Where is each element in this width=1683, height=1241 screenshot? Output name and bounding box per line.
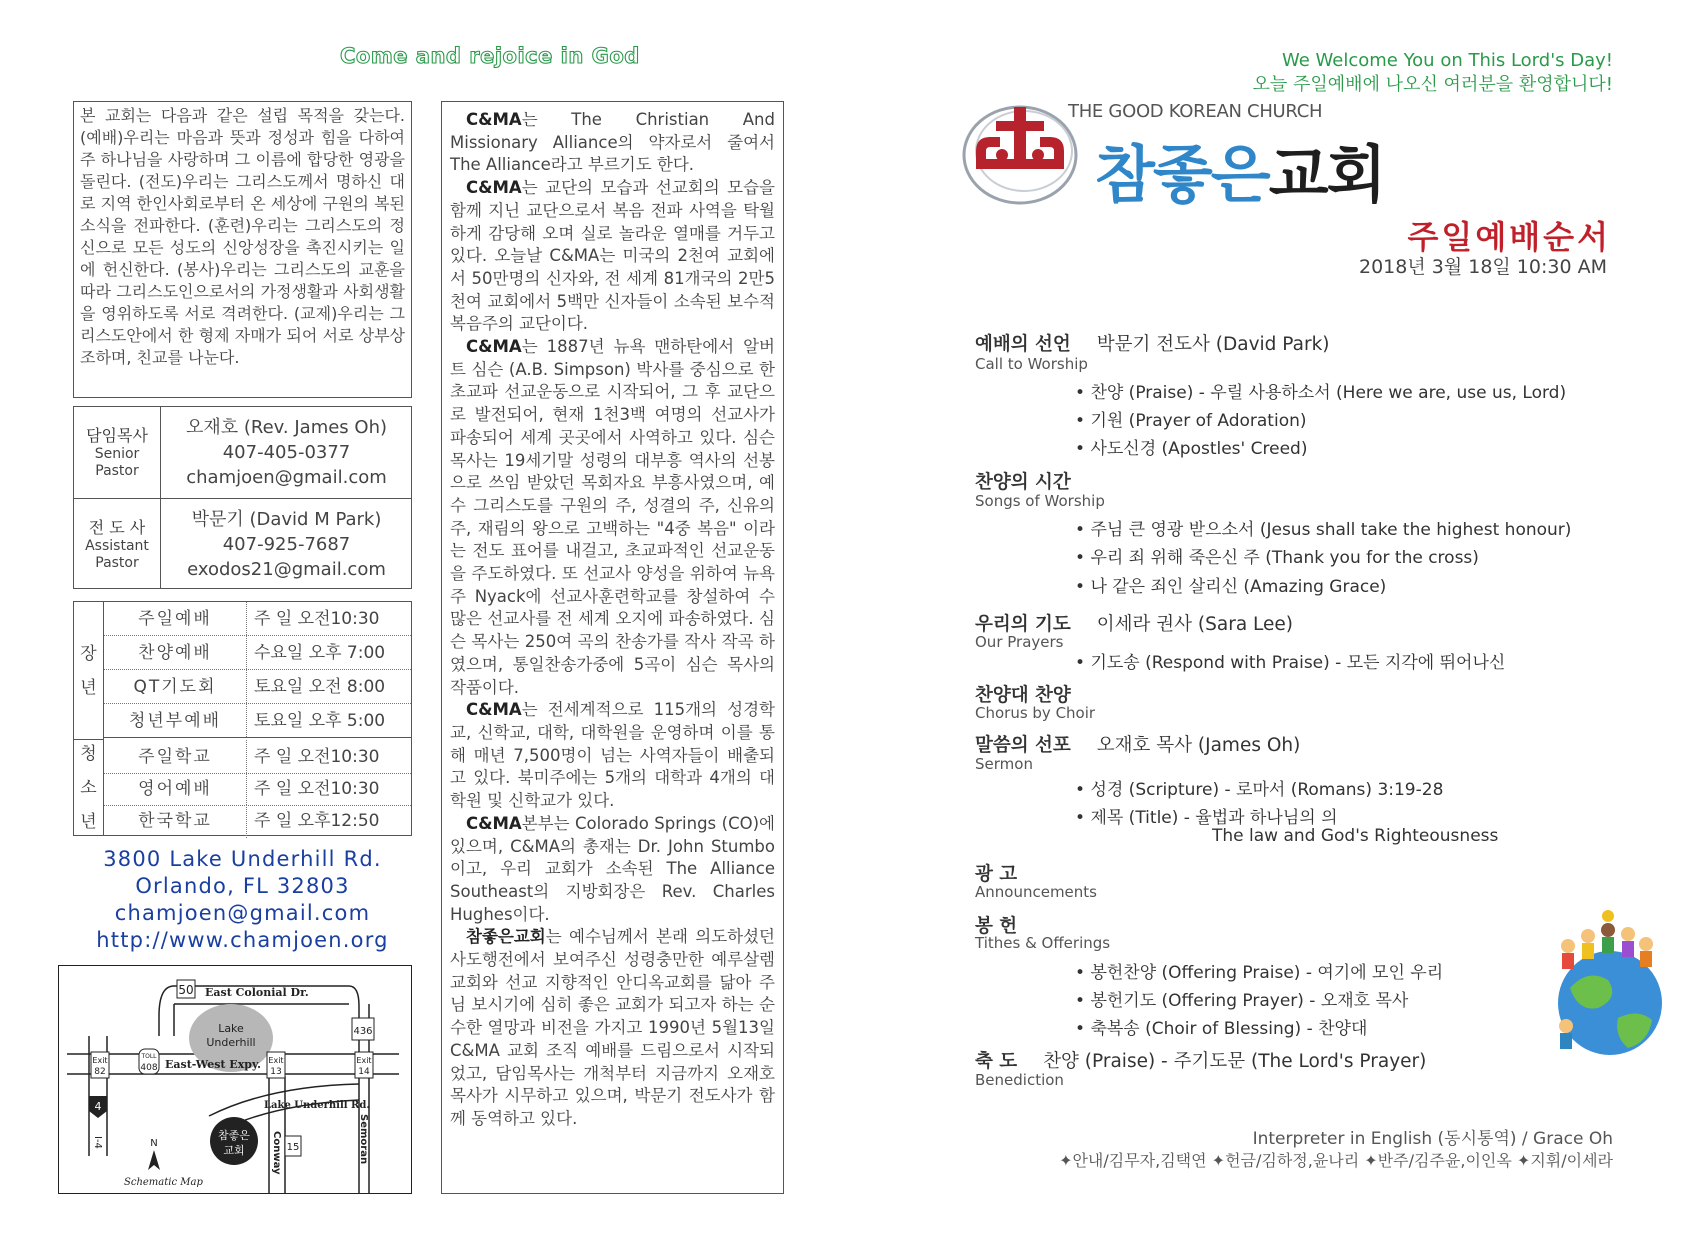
paragraph-lead: C&MA <box>466 110 522 129</box>
shield-4-label: 4 <box>94 1100 102 1113</box>
exit-label: Exit <box>268 1056 284 1065</box>
section-heading: 봉 헌 <box>975 916 1018 937</box>
role-korean: 담임목사 <box>86 426 148 445</box>
schedule-row <box>104 772 411 806</box>
interpreter-note: Interpreter in English (동시통역) / Grace Oh <box>1252 1129 1613 1149</box>
group-char: 년 <box>80 812 97 832</box>
pastor-row-assistant <box>74 498 411 589</box>
pastor-info <box>162 507 411 582</box>
pastor-email[interactable]: chamjoen@gmail.com <box>186 467 387 488</box>
service-name: 청년부예배 <box>104 704 247 737</box>
service-time: 주 일 오후12:50 <box>254 811 380 831</box>
paragraph-lead: C&MA <box>466 178 522 198</box>
service-name: 주일예배 <box>104 602 247 635</box>
program-item: • 제목 (Title) - 율법과 하나님의 의 <box>1075 803 1338 828</box>
exit-label: Exit <box>356 1056 372 1065</box>
service-name: 찬양예배 <box>104 636 247 669</box>
church-name-part: 참좋은 <box>1095 138 1269 211</box>
role-english: Pastor <box>95 463 139 479</box>
section-english: Songs of Worship <box>975 492 1105 510</box>
paragraph-text: 는 전세계적으로 115개의 성경학교, 신학교, 대학, 대학원을 운영하며 이를 통해 매년 7,500명이 넘는 사역자들이 배출되고 있다. 북미주에는 5개의 대학과 4개의 대학원 및 신학교가 있다. <box>450 700 775 811</box>
program-item: • 찬양 (Praise) - 우릴 사용하소서 (Here we are, use us, Lord) <box>1075 378 1566 403</box>
paragraph-lead: C&MA <box>466 700 522 720</box>
program-item: • 우리 죄 위해 죽은신 주 (Thank you for the cross) <box>1075 543 1479 568</box>
alliance-description <box>441 101 784 1194</box>
section-english: Announcements <box>975 883 1097 901</box>
alliance-paragraph <box>450 177 775 336</box>
schedule-row <box>104 740 411 774</box>
order-of-service-title: 주일예배순서 <box>1407 218 1611 256</box>
pastor-role <box>74 407 161 498</box>
schedule-row <box>104 636 411 670</box>
exit-label: 82 <box>94 1067 106 1077</box>
church-marker-label: 교회 <box>223 1144 245 1157</box>
service-name: 영어예배 <box>104 772 247 805</box>
exit-label: 13 <box>270 1067 282 1077</box>
program-item: • 봉헌기도 (Offering Prayer) - 오재호 목사 <box>1075 986 1408 1011</box>
map-caption: Schematic Map <box>124 1177 203 1188</box>
section-songs-of-worship <box>975 468 1071 494</box>
group-label-youth <box>74 740 104 836</box>
role-korean: 전 도 사 <box>88 518 146 537</box>
pastor-row-senior <box>74 407 411 498</box>
service-time: 주 일 오전10:30 <box>254 747 380 767</box>
service-time: 수요일 오후 7:00 <box>254 643 386 663</box>
program-item: • 주님 큰 영광 받으소서 (Jesus shall take the highest honour) <box>1075 515 1571 540</box>
section-english: Call to Worship <box>975 355 1088 373</box>
alliance-paragraph <box>450 109 775 177</box>
section-heading: 말씀의 선포 <box>975 735 1071 756</box>
group-label-adult <box>74 602 104 740</box>
alliance-paragraph <box>450 699 775 813</box>
mission-statement: 본 교회는 다음과 같은 설립 목적을 갖는다. (예배)우리는 마음과 뜻과 정성과 힘을 다하여 주 하나님을 사랑하며 그 이름에 합당한 영광을 돌린다. (전도)우리는 그리스도께서 명하신 대로 지역 한인사회로부터 온 세상에 구원의 복된 소식을 전파한다. (훈련)우리는 그리스도의 정신으로 모든 성도의 신앙성장을 촉진시키는 일에 헌신한다. (봉사)우리는 그리스도의 교훈을 따라 그리스도인으로서의 가정생활과 사회생활을 영위하도록 서로 격려한다. (교제)우리는 그리스도안에서 한 형제 자매가 되어 서로 상부상조하며, 친교를 나눈다. <box>73 101 412 398</box>
road-i4-label: I-4 <box>92 1136 103 1149</box>
alliance-paragraph <box>450 926 775 1130</box>
paragraph-text: 는 The Christian And Missionary Alliance의 약자로서 줄여서 The Alliance라고 부르기도 한다. <box>450 110 775 175</box>
globe-children-icon <box>1548 908 1666 1060</box>
section-heading: 예배의 선언 <box>975 334 1071 355</box>
church-address <box>73 846 412 954</box>
church-name-korean <box>1095 125 1384 214</box>
schematic-map <box>58 965 412 1194</box>
exit-label: Exit <box>92 1056 108 1065</box>
shield-50-label: 50 <box>178 983 194 997</box>
section-heading: 찬양대 찬양 <box>975 685 1071 706</box>
motto-heading: Come and rejoice in God <box>340 44 640 68</box>
shield-408-label: 408 <box>140 1063 158 1073</box>
lake-label: Underhill <box>206 1036 256 1049</box>
program-item: • 기원 (Prayer of Adoration) <box>1075 406 1307 431</box>
paragraph-text: 는 예수님께서 본래 의도하셨던 사도행전에서 보여주신 성령충만한 예루살렘교회와 선교 지향적인 안디옥교회를 닮아 주님 보시기에 심히 좋은 교회가 되고자 하는 순수한 열망과 비전을 가지고 1990년 5월13일 C&MA 교회 조직 예배를 드림으로서 시작되었고, 담임목사는 개척부터 지금까지 오재호 목사가 시무하고 있으며, 박문기 전도사가 함께 동역하고 있다. <box>450 927 775 1128</box>
pastor-info <box>162 415 411 490</box>
welcome-korean: 오늘 주일예배에 나오신 여러분을 환영합니다! <box>1252 74 1613 95</box>
paragraph-lead: 참좋은교회 <box>466 927 546 947</box>
toll-label: TOLL <box>141 1053 157 1060</box>
schedule-table <box>73 601 412 836</box>
road-semoran-label: Semoran <box>358 1114 369 1165</box>
schedule-row <box>104 670 411 704</box>
service-date: 2018년 3월 18일 10:30 AM <box>1359 256 1607 278</box>
road-lakeunderhill-label: Lake Underhill Rd. <box>264 1100 370 1111</box>
pastor-name: 박문기 (David M Park) <box>191 509 382 530</box>
pastors-table <box>73 406 412 589</box>
section-leader: 오재호 목사 (James Oh) <box>1096 735 1301 756</box>
program-item: • 봉헌찬양 (Offering Praise) - 여기에 모인 우리 <box>1075 958 1443 983</box>
road-eastwest-label: East-West Expy. <box>165 1058 261 1071</box>
section-heading: 광 고 <box>975 864 1018 885</box>
service-time: 주 일 오전10:30 <box>254 779 380 799</box>
lake-label: Lake <box>218 1022 244 1035</box>
church-website[interactable]: http://www.chamjoen.org <box>96 928 389 952</box>
group-char: 청 <box>80 744 97 764</box>
section-english: Chorus by Choir <box>975 704 1096 722</box>
service-time: 토요일 오전 8:00 <box>254 677 386 697</box>
welcome-english: We Welcome You on This Lord's Day! <box>1281 50 1613 71</box>
pastor-phone: 407-925-7687 <box>222 534 351 555</box>
road-conway-label: Conway <box>271 1131 282 1175</box>
group-char: 장 <box>80 643 97 664</box>
service-helpers: ✦안내/김무자,김택연 ✦헌금/김하정,윤나리 ✦반주/김주윤,이인옥 ✦지휘/이세라 <box>1059 1151 1613 1170</box>
paragraph-lead: C&MA <box>466 337 522 357</box>
address-city: Orlando, FL 32803 <box>135 874 350 898</box>
shield-15-label: 15 <box>286 1142 300 1153</box>
map-drawing <box>59 966 412 1194</box>
pastor-name: 오재호 (Rev. James Oh) <box>185 417 388 438</box>
group-char: 년 <box>80 677 97 698</box>
section-heading: 찬양의 시간 <box>975 472 1071 493</box>
role-english: Pastor <box>95 555 139 571</box>
service-name: 한국학교 <box>104 804 247 838</box>
schedule-row <box>104 602 411 636</box>
paragraph-text: 는 교단의 모습과 선교회의 모습을 함께 지닌 교단으로서 복음 전파 사역을 탁월하게 감당해 오며 실로 놀라운 열매를 거두고 있다. 오늘날 C&MA는 미국의 2천여 교회에서 50만명의 신자와, 전 세계 81개국의 2만5천여 교회에서 5백만 신자들이 소속된 보수적 복음주의 교단이다. <box>450 178 775 334</box>
section-english: Our Prayers <box>975 633 1064 651</box>
alliance-paragraph <box>450 813 775 927</box>
service-name: 주일학교 <box>104 740 247 773</box>
section-heading: 우리의 기도 <box>975 614 1071 635</box>
church-marker-label: 참좋은 <box>218 1129 250 1142</box>
north-arrow-icon <box>148 1150 160 1170</box>
section-english: Tithes & Offerings <box>975 934 1111 952</box>
service-time: 주 일 오전10:30 <box>254 609 380 629</box>
group-char: 소 <box>80 778 97 798</box>
service-name: QT기도회 <box>104 670 247 703</box>
schedule-row <box>104 804 411 838</box>
section-leader: 이세라 권사 (Sara Lee) <box>1096 614 1293 635</box>
section-benediction <box>975 1047 1426 1073</box>
section-heading: 축 도 <box>975 1051 1018 1072</box>
section-call-to-worship <box>975 330 1330 356</box>
section-leader: 박문기 전도사 (David Park) <box>1096 334 1330 355</box>
address-street: 3800 Lake Underhill Rd. <box>103 847 382 871</box>
program-item: • 축복송 (Choir of Blessing) - 찬양대 <box>1075 1014 1367 1039</box>
service-time: 토요일 오후 5:00 <box>254 711 386 731</box>
pastor-phone: 407-405-0377 <box>222 442 351 463</box>
section-english: Sermon <box>975 755 1033 773</box>
section-leader: 찬양 (Praise) - 주기도문 (The Lord's Prayer) <box>1043 1051 1427 1072</box>
church-email[interactable]: chamjoen@gmail.com <box>114 901 371 925</box>
role-english: Senior <box>94 446 140 462</box>
program-item: • 기도송 (Respond with Praise) - 모든 지각에 뛰어나신 <box>1075 648 1505 673</box>
exit-label: 14 <box>358 1067 370 1077</box>
church-name-english: THE GOOD KOREAN CHURCH <box>1068 101 1323 122</box>
paragraph-lead: C&MA <box>466 813 522 833</box>
role-english: Assistant <box>85 538 149 554</box>
paragraph-text: 는 1887년 뉴욕 맨하탄에서 알버트 심슨 (A.B. Simpson) 박사를 중심으로 한 초교파 선교운동으로 시작되어, 그 후 교단으로 발전되어, 현재 1천3백 여명의 선교사가 파송되어 세계 곳곳에서 사역하고 있다. 심슨 목사는 19세기말 성령의 대부흥 역사의 선봉으로 쓰임 받았던 목회자요 부흥사였으며, 예수 그리스도를 구원의 주, 성결의 주, 신유의 주, 재림의 왕으로 고백하는 "4중 복음" 이라는 전도 표어를 내걸고, 초교파적인 선교운동을 주도하였다. 또 선교사 양성을 위하여 뉴욕주 Nyack에 선교사훈련학교를 창설하여 수많은 선교사를 전 세계 오지에 파송하였다. 심슨 목사는 250여 곡의 찬송가를 작사 작곡 하였으며, 통일찬송가중에 5곡이 심슨 목사의 작품이다. <box>450 337 775 697</box>
church-name-part: 교회 <box>1268 138 1385 211</box>
pastor-email[interactable]: exodos21@gmail.com <box>187 559 386 580</box>
alliance-paragraph <box>450 336 775 699</box>
program-item: • 사도신경 (Apostles' Creed) <box>1075 434 1307 459</box>
section-sermon <box>975 731 1300 757</box>
paragraph-text: 본부는 Colorado Springs (CO)에 있으며, C&MA의 총재는 Dr. John Stumbo이고, 우리 교회가 소속된 The Alliance Southeast의 지방회장은 Rev. Charles Hughes이다. <box>450 813 775 924</box>
program-item: • 성경 (Scripture) - 로마서 (Romans) 3:19-28 <box>1075 775 1443 800</box>
north-label: N <box>150 1138 158 1149</box>
road-colonial-label: East Colonial Dr. <box>205 986 309 999</box>
sermon-title-english: The law and God's Righteousness <box>1212 826 1499 846</box>
program-item: • 나 같은 죄인 살리신 (Amazing Grace) <box>1075 572 1386 597</box>
section-english: Benediction <box>975 1071 1064 1089</box>
pastor-role <box>74 499 161 589</box>
shield-436-label: 436 <box>353 1026 373 1037</box>
schedule-row <box>104 704 411 738</box>
